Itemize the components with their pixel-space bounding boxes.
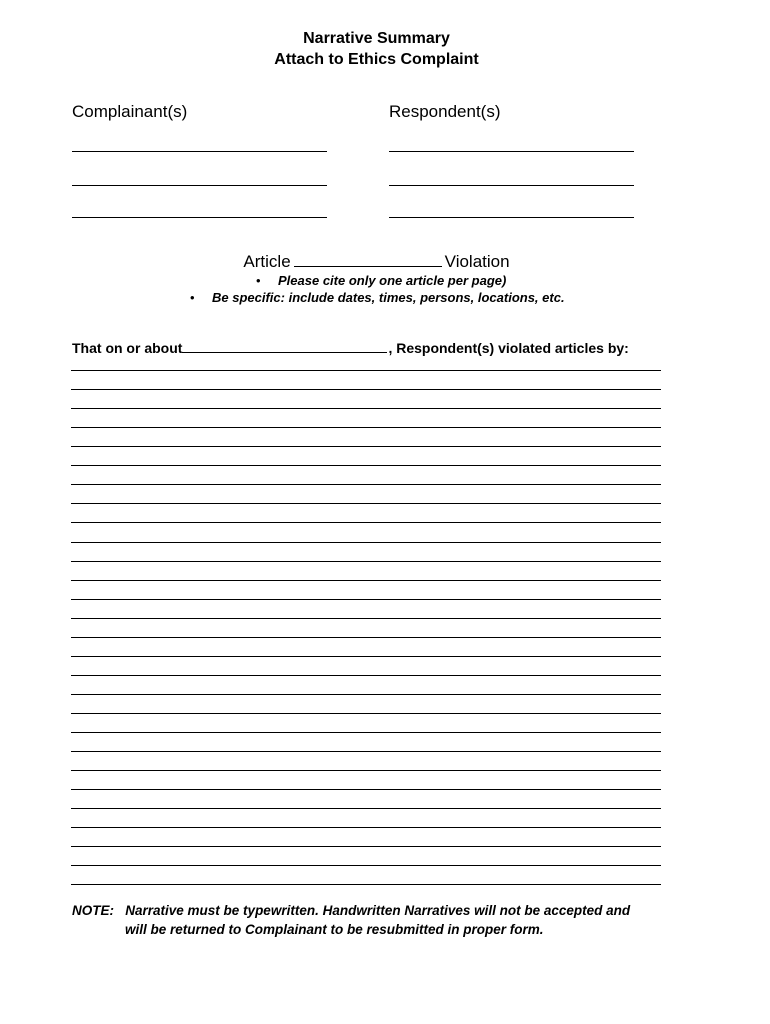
narrative-rule-line[interactable] xyxy=(71,561,661,562)
complainant-name-field[interactable] xyxy=(72,185,327,186)
narrative-rule-line[interactable] xyxy=(71,846,661,847)
page-subtitle: Attach to Ethics Complaint xyxy=(274,51,479,68)
narrative-rule-line[interactable] xyxy=(71,503,661,504)
narrative-rule-line[interactable] xyxy=(71,789,661,790)
note-text-line2: will be returned to Complainant to be resubmitted in proper form. xyxy=(125,922,544,937)
date-field[interactable] xyxy=(182,339,387,353)
narrative-rule-line[interactable] xyxy=(71,713,661,714)
bullet-icon: • xyxy=(190,290,195,305)
page-title: Narrative Summary xyxy=(303,30,450,47)
violation-label: Violation xyxy=(444,252,510,271)
narrative-rule-line[interactable] xyxy=(71,465,661,466)
instruction-item xyxy=(256,273,507,289)
note xyxy=(72,901,630,920)
narrative-intro xyxy=(72,339,629,357)
note-label: NOTE: xyxy=(72,903,114,918)
narrative-rule-line[interactable] xyxy=(71,446,661,447)
narrative-rule-line[interactable] xyxy=(71,827,661,828)
respondent-name-field[interactable] xyxy=(389,185,634,186)
narrative-rule-line[interactable] xyxy=(71,770,661,771)
narrative-rule-line[interactable] xyxy=(71,675,661,676)
respondent-name-field[interactable] xyxy=(389,217,634,218)
narrative-rule-line[interactable] xyxy=(71,656,661,657)
narrative-rule-line[interactable] xyxy=(71,865,661,866)
respondent-name-field[interactable] xyxy=(389,151,634,152)
narrative-rule-line[interactable] xyxy=(71,751,661,752)
instruction-item xyxy=(190,290,565,306)
narrative-rule-line[interactable] xyxy=(71,732,661,733)
article-number-field[interactable] xyxy=(294,252,442,267)
narrative-rule-line[interactable] xyxy=(71,808,661,809)
narrative-rule-line[interactable] xyxy=(71,580,661,581)
note-text-line1: Narrative must be typewritten. Handwritten Narratives will not be accepted and xyxy=(125,903,631,918)
narrative-rule-line[interactable] xyxy=(71,484,661,485)
instruction-text: Be specific: include dates, times, persons, locations, etc. xyxy=(212,290,565,305)
complainant-label: Complainant(s) xyxy=(72,102,188,121)
narrative-rule-line[interactable] xyxy=(71,370,661,371)
narrative-rule-line[interactable] xyxy=(71,618,661,619)
narrative-rule-line[interactable] xyxy=(71,884,661,885)
narrative-rule-line[interactable] xyxy=(71,389,661,390)
narrative-rule-line[interactable] xyxy=(71,427,661,428)
article-label: Article xyxy=(243,252,291,271)
narrative-rule-line[interactable] xyxy=(71,694,661,695)
complainant-name-field[interactable] xyxy=(72,217,327,218)
intro-suffix: , Respondent(s) violated articles by: xyxy=(388,340,629,356)
respondent-label: Respondent(s) xyxy=(389,102,501,121)
article-violation-line xyxy=(0,252,753,272)
narrative-rule-line[interactable] xyxy=(71,522,661,523)
complainant-name-field[interactable] xyxy=(72,151,327,152)
narrative-rule-line[interactable] xyxy=(71,599,661,600)
narrative-rule-line[interactable] xyxy=(71,408,661,409)
instruction-text: Please cite only one article per page) xyxy=(278,273,507,288)
intro-prefix: That on or about xyxy=(72,340,183,356)
narrative-rule-line[interactable] xyxy=(71,542,661,543)
narrative-rule-line[interactable] xyxy=(71,637,661,638)
bullet-icon: • xyxy=(256,273,261,288)
